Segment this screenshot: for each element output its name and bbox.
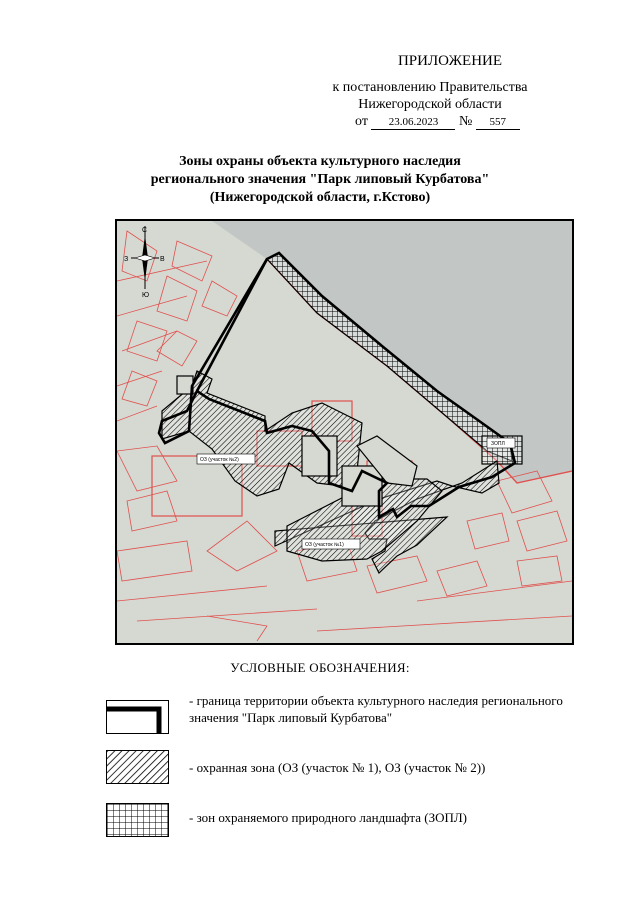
compass-west: З <box>124 256 129 263</box>
decree-date: 23.06.2023 <box>371 116 455 130</box>
legend-title: УСЛОВНЫЕ ОБОЗНАЧЕНИЯ: <box>230 660 410 675</box>
appendix-heading: ПРИЛОЖЕНИЕ <box>397 53 503 69</box>
date-prefix: от <box>355 114 368 129</box>
svg-text:ОЗ (участок №2): ОЗ (участок №2) <box>200 457 239 463</box>
decree-line-2: Нижегородской области <box>358 97 502 112</box>
decree-line-1: к постановлению Правительства <box>332 80 528 95</box>
grid-hatch-icon <box>106 803 169 837</box>
compass-south: Ю <box>142 292 150 299</box>
title-line-2: регионального значения "Парк липовый Курбатова" <box>150 172 490 187</box>
svg-text:ЗОПЛ: ЗОПЛ <box>491 441 505 447</box>
number-prefix: № <box>458 114 473 129</box>
diagonal-hatch-icon <box>106 750 169 784</box>
decree-date-line <box>355 114 520 130</box>
legend-item-boundary: - граница территории объекта культурного наследия регионального значения "Парк липовый Курбатова" <box>189 693 563 725</box>
label-zopl <box>487 438 515 448</box>
decree-number: 557 <box>476 116 520 130</box>
legend-item-oz: - охранная зона (ОЗ (участок № 1), ОЗ (участок № 2)) <box>189 760 486 775</box>
label-oz-2 <box>197 454 255 464</box>
map-svg <box>117 221 572 643</box>
compass-north: С <box>142 227 148 234</box>
boundary-line-icon <box>106 700 169 734</box>
document-title <box>60 153 580 207</box>
title-line-3: (Нижегородской области, г.Кстово) <box>209 190 431 205</box>
title-line-1: Зоны охраны объекта культурного наследия <box>179 154 461 169</box>
label-oz-1 <box>302 539 360 549</box>
map-frame <box>115 219 574 645</box>
legend-item-zopl: - зон охраняемого природного ландшафта (ЗОПЛ) <box>189 810 468 825</box>
compass-east: В <box>160 256 165 263</box>
svg-text:ОЗ (участок №1): ОЗ (участок №1) <box>305 542 344 548</box>
